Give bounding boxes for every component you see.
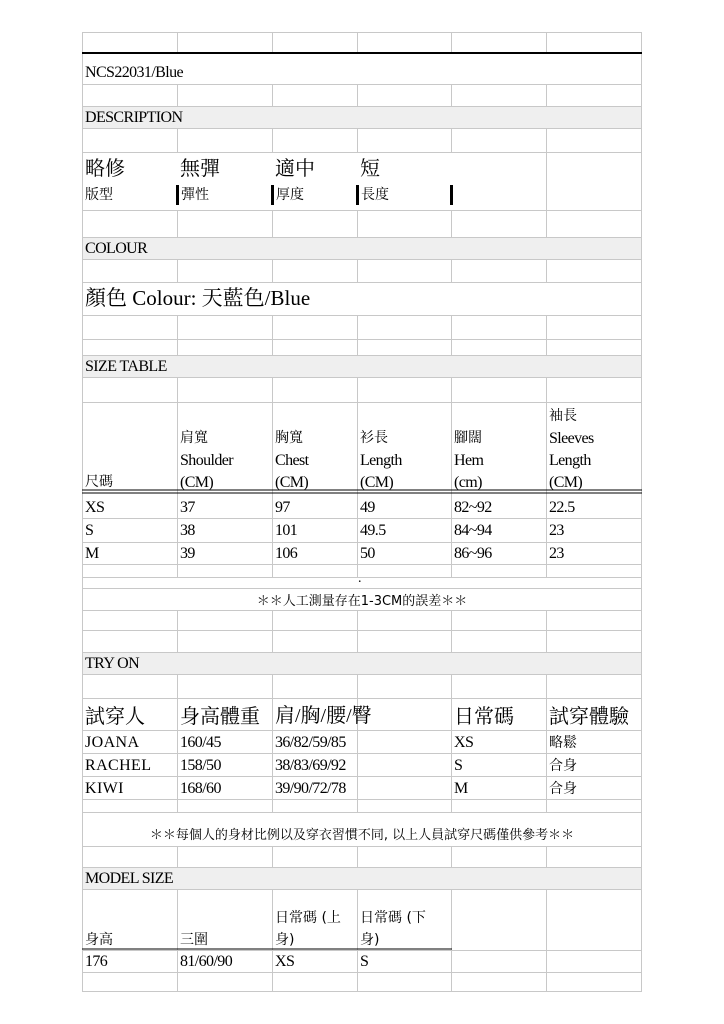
model-size-header-measurements: 三圍 [180, 932, 208, 948]
size-col-header-chest-unit: (CM) [275, 474, 309, 491]
try-on-header-person: 試穿人 [85, 704, 145, 728]
try-on-cell: RACHEL [85, 757, 152, 774]
description-marker-bar [176, 185, 179, 205]
try-on-header-experience: 試穿體驗 [549, 704, 629, 728]
size-cell: 38 [180, 522, 195, 539]
try-on-cell: 168/60 [180, 780, 221, 797]
size-cell: 23 [549, 545, 564, 562]
model-size-cell: 176 [85, 953, 108, 970]
size-cell: S [85, 522, 94, 539]
size-cell: 86~96 [454, 545, 492, 562]
size-col-header-sleeves-en: Sleeves [549, 430, 594, 447]
try-on-cell: M [454, 780, 468, 797]
size-cell: 97 [275, 499, 290, 516]
try-on-cell: 略鬆 [549, 735, 577, 751]
size-cell: 39 [180, 545, 195, 562]
try-on-cell: 38/83/69/92 [275, 757, 346, 774]
try-on-heading: TRY ON [85, 655, 140, 672]
size-col-header-shoulder-en: Shoulder [180, 452, 233, 469]
try-on-header-height-weight: 身高體重 [180, 704, 260, 728]
size-table-heading: SIZE TABLE [85, 358, 167, 375]
colour-text: 顏色 Colour: 天藍色/Blue [85, 286, 311, 310]
size-col-header-sleeves-en2: Length [549, 452, 591, 469]
size-col-header-shoulder-unit: (CM) [180, 474, 214, 491]
size-cell: 82~92 [454, 499, 492, 516]
size-cell: 23 [549, 522, 564, 539]
description-marker-bar [271, 185, 274, 205]
try-on-cell: KIWI [85, 780, 124, 797]
size-cell: 50 [360, 545, 375, 562]
try-on-cell: 160/45 [180, 734, 221, 751]
try-on-cell: JOANA [85, 734, 140, 751]
colour-heading: COLOUR [85, 240, 148, 257]
model-size-header-top-size: 日常碼 (上 [275, 910, 341, 926]
size-col-header-length-en: Length [360, 452, 402, 469]
size-col-header-length-zh: 衫長 [360, 430, 388, 446]
size-col-header-size: 尺碼 [85, 474, 113, 490]
model-size-cell: XS [275, 953, 295, 970]
description-value-fit: 略修 [85, 156, 125, 180]
size-col-header-chest-zh: 胸寬 [275, 430, 303, 446]
size-cell: 84~94 [454, 522, 492, 539]
try-on-header-measurements: 肩/胸/腰/臀 [275, 705, 372, 727]
size-col-header-shoulder-zh: 肩寬 [180, 430, 208, 446]
try-on-header-usual-size: 日常碼 [454, 704, 514, 728]
size-chart-sheet [82, 32, 642, 992]
model-size-header-top-size-2: 身) [275, 932, 295, 948]
size-col-header-sleeves-unit: (CM) [549, 474, 583, 491]
size-cell: XS [85, 499, 105, 516]
size-cell: 106 [275, 545, 298, 562]
description-label-stretch: 彈性 [181, 187, 209, 203]
size-col-header-hem-zh: 腳闊 [454, 430, 482, 446]
try-on-cell: 158/50 [180, 757, 221, 774]
model-size-cell: S [360, 953, 369, 970]
size-table-dot: . [358, 571, 362, 586]
try-on-cell: S [454, 757, 463, 774]
description-label-fit: 版型 [85, 187, 113, 203]
size-cell: 101 [275, 522, 298, 539]
size-col-header-chest-en: Chest [275, 452, 309, 469]
description-marker-bar [450, 185, 453, 205]
size-table-note: ＊＊人工測量存在1-3CM的誤差＊＊ [256, 594, 468, 609]
model-size-header-bottom-size-2: 身) [360, 932, 380, 948]
description-value-stretch: 無彈 [180, 156, 220, 180]
size-cell: 49.5 [360, 522, 386, 539]
try-on-cell: 39/90/72/78 [275, 780, 346, 797]
size-cell: 37 [180, 499, 195, 516]
try-on-note: ＊＊每個人的身材比例以及穿衣習慣不同, 以上人員試穿尺碼僅供參考＊＊ [149, 828, 575, 843]
try-on-cell: XS [454, 734, 474, 751]
model-size-heading: MODEL SIZE [85, 870, 174, 887]
try-on-cell: 合身 [549, 781, 577, 797]
size-col-header-hem-en: Hem [454, 452, 484, 469]
model-size-header-height: 身高 [85, 932, 113, 948]
description-label-thickness: 厚度 [276, 187, 304, 203]
size-cell: 49 [360, 499, 375, 516]
try-on-cell: 合身 [549, 758, 577, 774]
size-cell: M [85, 545, 99, 562]
description-label-length: 長度 [361, 187, 389, 203]
description-marker-bar [356, 185, 359, 205]
size-col-header-sleeves-zh: 袖長 [549, 408, 577, 424]
size-col-header-hem-unit: (cm) [454, 474, 482, 491]
product-code: NCS22031/Blue [85, 64, 183, 81]
size-cell: 22.5 [549, 499, 575, 516]
try-on-cell: 36/82/59/85 [275, 734, 346, 751]
description-value-length: 短 [360, 156, 380, 180]
model-size-header-bottom-size: 日常碼 (下 [360, 910, 426, 926]
description-heading: DESCRIPTION [85, 109, 183, 126]
model-size-cell: 81/60/90 [180, 953, 233, 970]
size-col-header-length-unit: (CM) [360, 474, 394, 491]
description-value-thickness: 適中 [275, 156, 315, 180]
